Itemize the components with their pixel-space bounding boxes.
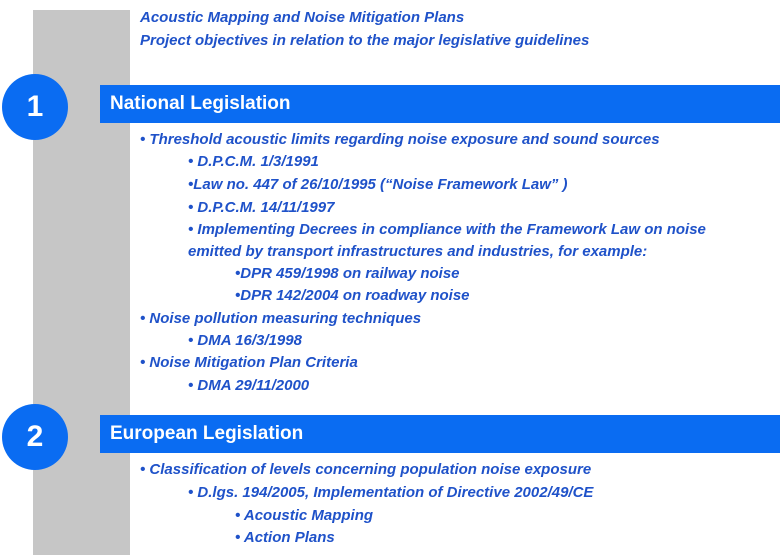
header-subtitle: Project objectives in relation to the major legislative guidelines <box>140 32 590 49</box>
list-item: • Noise pollution measuring techniques <box>140 310 422 327</box>
list-item: • Noise Mitigation Plan Criteria <box>140 354 358 371</box>
list-item: • D.P.C.M. 1/3/1991 <box>188 153 319 170</box>
list-item: • DMA 29/11/2000 <box>188 377 310 394</box>
list-item: emitted by transport infrastructures and industries, for example: <box>188 243 648 260</box>
list-item: • Implementing Decrees in compliance with the Framework Law on noise <box>188 221 706 238</box>
section-2-title-bar: European Legislation <box>100 415 780 453</box>
list-item: • Acoustic Mapping <box>235 507 374 524</box>
section-2-number-badge: 2 <box>2 404 68 470</box>
section-1-title-bar: National Legislation <box>100 85 780 123</box>
list-item: • Threshold acoustic limits regarding noise exposure and sound sources <box>140 131 660 148</box>
list-item: • Action Plans <box>235 529 335 546</box>
list-item: • D.lgs. 194/2005, Implementation of Directive 2002/49/CE <box>188 484 594 501</box>
list-item: •Law no. 447 of 26/10/1995 (“Noise Framework Law” ) <box>188 176 568 193</box>
list-item: •DPR 142/2004 on roadway noise <box>235 287 470 304</box>
list-item: • D.P.C.M. 14/11/1997 <box>188 199 335 216</box>
list-item: • DMA 16/3/1998 <box>188 332 302 349</box>
list-item: •DPR 459/1998 on railway noise <box>235 265 460 282</box>
list-item: • Classification of levels concerning population noise exposure <box>140 461 592 478</box>
header-title: Acoustic Mapping and Noise Mitigation Plans <box>140 9 465 26</box>
section-1-number-badge: 1 <box>2 74 68 140</box>
